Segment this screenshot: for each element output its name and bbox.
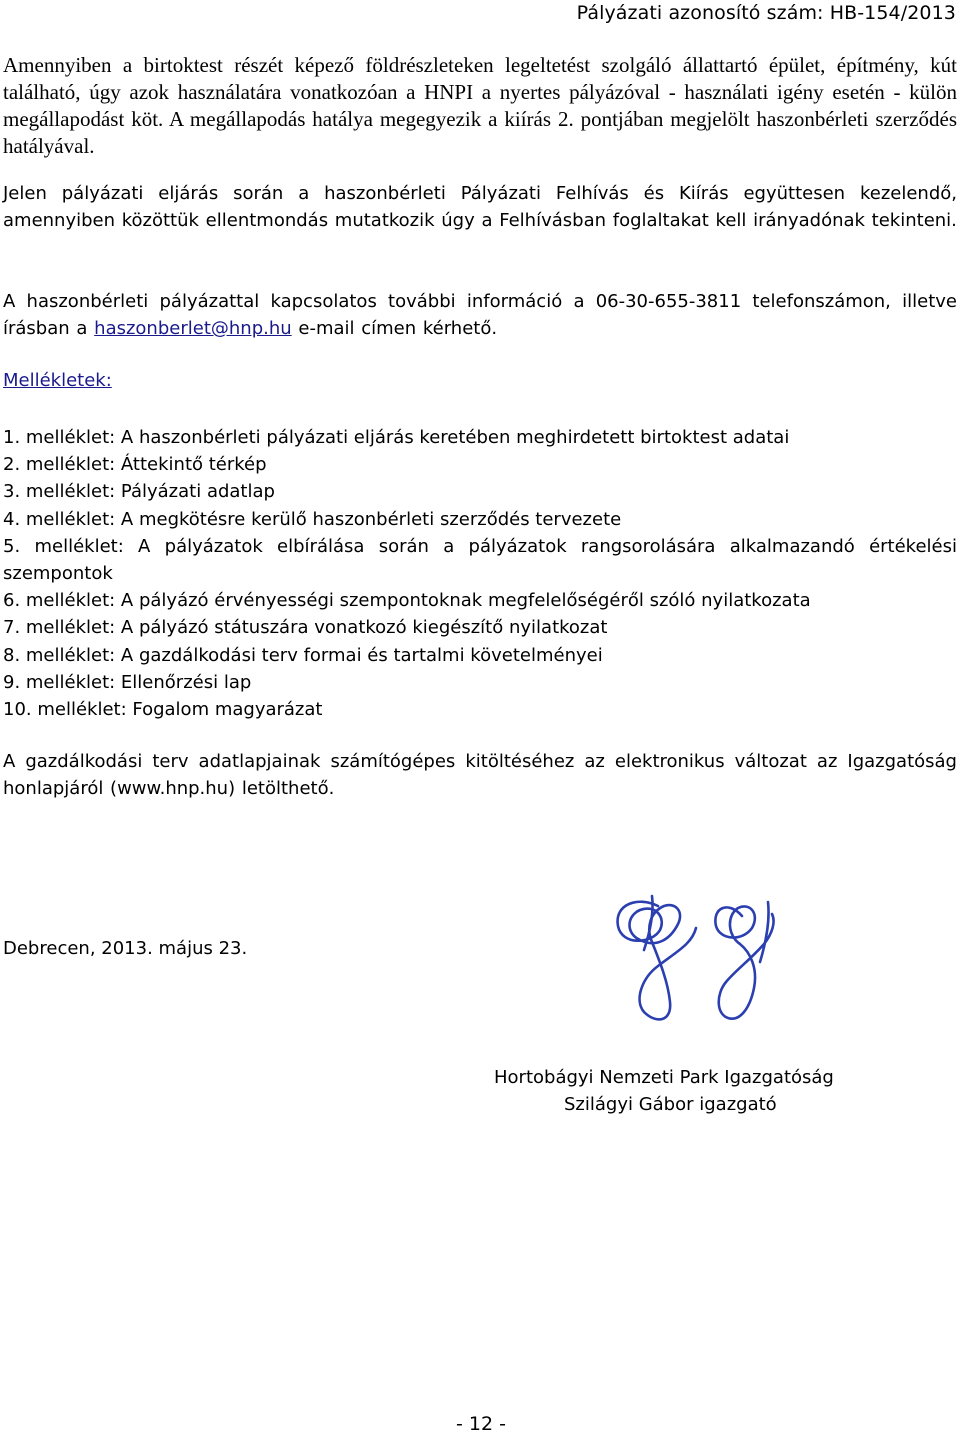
paragraph-contact-info: [3, 288, 957, 342]
attachment-item: 8. melléklet: A gazdálkodási terv formai és tartalmi követelményei: [3, 644, 603, 666]
attachment-item: 10. melléklet: Fogalom magyarázat: [3, 699, 323, 721]
attachments-list: [3, 424, 957, 723]
contact-text-after: e-mail címen kérhető.: [291, 318, 498, 339]
signer-block: [494, 1064, 834, 1118]
email-link[interactable]: haszonberlet@hnp.hu: [94, 318, 292, 339]
tender-id-header: Pályázati azonosító szám: HB-154/2013: [576, 2, 956, 24]
attachment-item: 4. melléklet: A megkötésre kerülő haszonbérleti szerződés tervezete: [3, 508, 622, 530]
paragraph-precedence: Jelen pályázati eljárás során a haszonbérleti Pályázati Felhívás és Kiírás együttesen kezelendő, amennyiben közöttük ellentmondás mutatkozik úgy a Felhívásban foglaltakat kell irányadónak tekinteni.: [3, 183, 957, 231]
page-number: - 12 -: [456, 1413, 506, 1435]
attachment-item: 9. melléklet: Ellenőrzési lap: [3, 671, 252, 693]
attachment-item: 5. melléklet: A pályázatok elbírálása során a pályázatok rangsorolására alkalmazandó értékelési szempontok: [3, 535, 957, 585]
paragraph-building-use: Amennyiben a birtoktest részét képező földrészleteken legeltetést szolgáló állattartó épület, építmény, kút található, úgy azok használatára vonatkozóan a HNPI a nyertes pályázóval - használati igény esetén - külön megállapodást köt. A megállapodás hatálya megegyezik a kiírás 2. pontjában megjelölt haszonbérleti szerződés hatályával.: [3, 53, 957, 158]
attachments-heading: Mellékletek:: [3, 370, 112, 391]
contact-text-before: A haszonbérleti pályázattal kapcsolatos további információ a 06-30-655-3811 telefonszámon, illetve írásban a: [3, 291, 957, 339]
handwritten-signature: [600, 890, 820, 1030]
attachment-item: 7. melléklet: A pályázó státuszára vonatkozó kiegészítő nyilatkozat: [3, 617, 608, 639]
attachment-item: 3. melléklet: Pályázati adatlap: [3, 481, 275, 503]
attachment-item: 2. melléklet: Áttekintő térkép: [3, 454, 267, 476]
signer-name: Szilágyi Gábor igazgató: [564, 1094, 777, 1115]
signer-organization: Hortobágyi Nemzeti Park Igazgatóság: [494, 1067, 834, 1088]
signing-date: Debrecen, 2013. május 23.: [3, 938, 248, 959]
attachment-item: 1. melléklet: A haszonbérleti pályázati eljárás keretében meghirdetett birtoktest adatai: [3, 427, 790, 448]
paragraph-electronic-version: A gazdálkodási terv adatlapjainak számítógépes kitöltéséhez az elektronikus változat az Igazgatóság honlapjáról (www.hnp.hu) letölthető.: [3, 751, 957, 799]
attachment-item: 6. melléklet: A pályázó érvényességi szempontoknak megfelelőségéről szóló nyilatkozata: [3, 590, 811, 612]
